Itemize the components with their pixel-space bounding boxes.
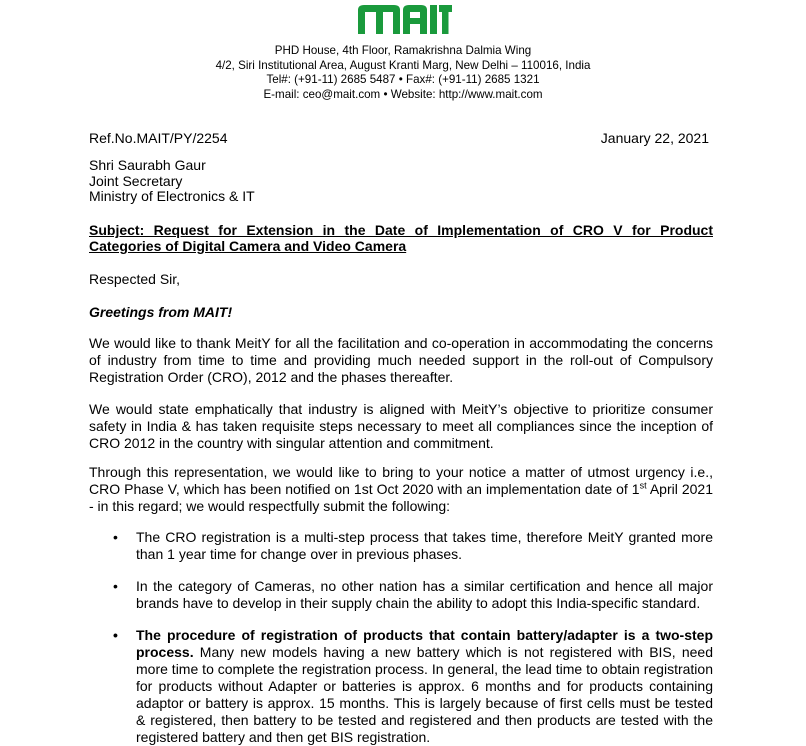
bullet-bold-text: The procedure of registration of products that contain battery/adapter is a two-step process. xyxy=(136,627,713,660)
addressee-name: Shri Saurabh Gaur xyxy=(89,157,206,173)
ordinal-superscript: st xyxy=(639,480,647,491)
greeting: Greetings from MAIT! xyxy=(89,304,233,320)
letterhead-address xyxy=(0,44,806,102)
address-line: 4/2, Siri Institutional Area, August Kranti Marg, New Delhi – 110016, India xyxy=(215,58,591,72)
paragraph-thanks: We would like to thank MeitY for all the facilitation and co-operation in accommodating the concerns of industry from time to time and providing much needed support in the roll-out of Compulsory Registration Order (CRO), 2012 and the phases thereafter. xyxy=(89,335,713,385)
paragraph-alignment: We would state emphatically that industry is aligned with MeitY’s objective to prioritize consumer safety in India & has taken requisite steps necessary to meet all compliances since the inception of CRO 2012 in the country with singular attention and commitment. xyxy=(89,401,713,451)
bullet-item xyxy=(110,529,713,563)
bullet-item xyxy=(110,627,713,746)
salutation: Respected Sir, xyxy=(89,271,181,287)
email-website-line: E-mail: ceo@mait.com • Website: http://www.mait.com xyxy=(263,87,543,101)
reference-number: Ref.No.MAIT/PY/2254 xyxy=(89,130,228,146)
mait-logo-graphic xyxy=(356,0,452,40)
contact-line: Tel#: (+91-11) 2685 5487 • Fax#: (+91-11) 2685 1321 xyxy=(266,73,540,87)
bullet-text: The CRO registration is a multi-step process that takes time, therefore MeitY granted more than 1 year time for change over in previous phases. xyxy=(136,529,713,562)
bullet-text: Many new models having a new battery which is not registered with BIS, need more time to complete the registration process. In general, the lead time to obtain registration for products without Adapter or batteries is approx. 6 months and for products containing adaptor or battery is approx. 15 months. This is largely because of first cells must be tested & registered, then battery to be tested and registered and then products are tested with the registered battery and then get BIS registration. xyxy=(136,644,713,745)
bullet-item xyxy=(110,578,713,612)
paragraph-representation xyxy=(89,464,713,515)
letter-date: January 22, 2021 xyxy=(600,130,709,146)
bullet-list xyxy=(110,627,713,746)
bullet-icon: • xyxy=(113,627,118,643)
addressee-title: Joint Secretary xyxy=(89,172,183,189)
logo-text: MAIT xyxy=(356,0,359,1)
bullet-text: In the category of Cameras, no other nation has a similar certification and hence all major brands have to develop in their supply chain the ability to adopt this India-specific standard. xyxy=(136,578,713,611)
bullet-icon: • xyxy=(113,578,118,594)
bullet-list xyxy=(110,529,713,563)
paragraph-text: Through this representation, we would like to bring to your notice a matter of utmost urgency i.e., CRO Phase V, which has been notified on 1st Oct 2020 with an implementation date of 1 xyxy=(89,464,713,497)
paragraph-text: April 2021 - in this regard; we would respectfully submit the following: xyxy=(89,481,713,514)
addressee-ministry: Ministry of Electronics & IT xyxy=(89,188,255,205)
bullet-list xyxy=(110,578,713,612)
addressee-block xyxy=(89,158,255,205)
mait-logo xyxy=(356,0,452,40)
subject-line: Subject: Request for Extension in the Date of Implementation of CRO V for Product Categories of Digital Camera and Video Camera xyxy=(89,222,713,254)
address-line: PHD House, 4th Floor, Ramakrishna Dalmia Wing xyxy=(274,44,532,57)
bullet-icon: • xyxy=(113,529,118,545)
